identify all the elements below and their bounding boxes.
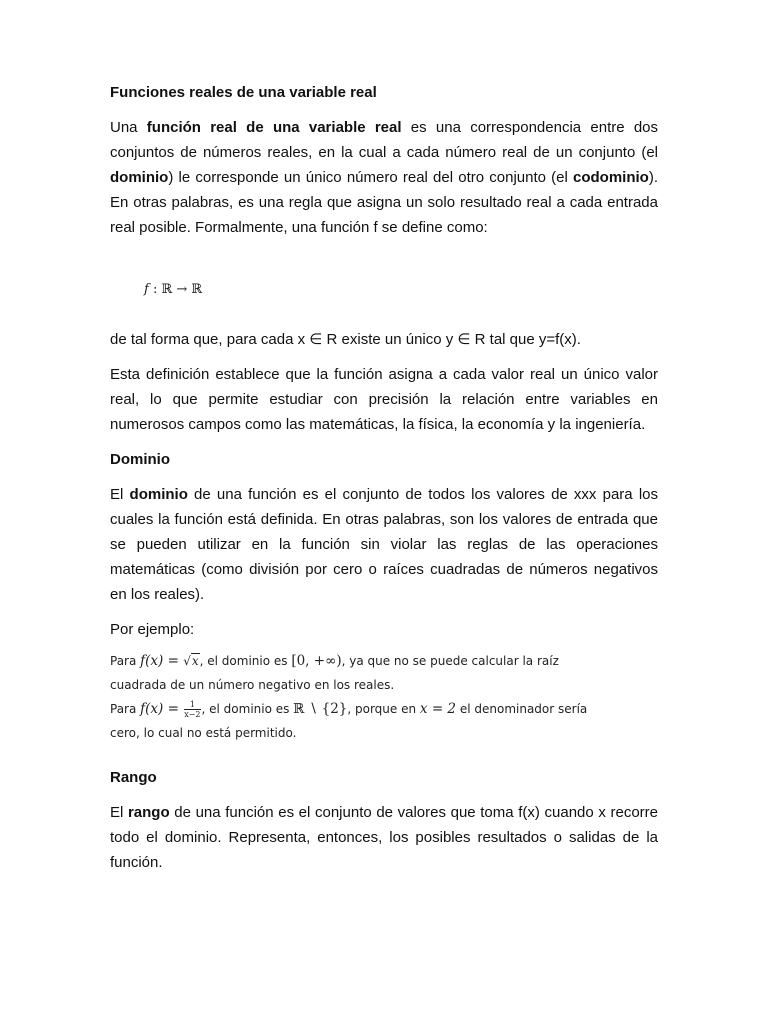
math-interval: [0, +∞) xyxy=(291,653,342,669)
math-text: x = 2 xyxy=(419,701,457,717)
math-text: f(x) = xyxy=(140,701,184,717)
sqrt-sign: √ xyxy=(183,654,191,668)
text-span: , el dominio es xyxy=(199,654,292,668)
text-span: Para xyxy=(110,654,141,668)
formula-f: f xyxy=(144,282,149,297)
formula-mapping: : ℝ → ℝ xyxy=(148,282,203,297)
bold-term-codominio: codominio xyxy=(573,169,649,186)
math-sqrt xyxy=(183,653,199,668)
uniqueness-paragraph: de tal forma que, para cada x ∈ R existe un único y ∈ R tal que y=f(x). xyxy=(110,331,581,348)
bold-term-dominio: dominio xyxy=(110,169,169,186)
text-span: Para xyxy=(110,702,141,716)
sqrt-radicand: x xyxy=(191,654,199,668)
example-1-line-1 xyxy=(110,649,658,673)
math-fx xyxy=(140,653,183,669)
text-span: El xyxy=(110,804,128,821)
bold-term-dominio: dominio xyxy=(129,486,188,503)
text-span: es una correspondencia entre dos conjuntos de números reales, en la cual a cada número real de un conjunto (el xyxy=(110,119,659,161)
math-set: ℝ ∖ {2} xyxy=(293,701,348,717)
text-span: , ya que no se puede calcular la raíz xyxy=(341,654,559,668)
definition-paragraph: Esta definición establece que la función asigna a cada valor real un único valor real, lo que permite estudiar con precisión la relación entre variables en numerosos campos como las matemáticas, la física, la economía y la ingeniería. xyxy=(110,366,658,433)
example-1-line-2: cuadrada de un número negativo en los reales. xyxy=(110,678,395,692)
math-fraction xyxy=(184,700,200,719)
section-title: Funciones reales de una variable real xyxy=(110,84,377,101)
text-span: , porque en xyxy=(347,702,420,716)
text-span: El xyxy=(110,486,130,503)
math-equation xyxy=(420,701,456,717)
text-span: de una función es el conjunto de todos los valores de xxx para los cuales la función está definida. En otras palabras, son los valores de entrada que se pueden utilizar en la función sin violar las reglas de las operaciones matemáticas (como división por cero o raíces cuadradas de números negativos en los reales). xyxy=(110,486,658,603)
example-math-image xyxy=(110,649,658,745)
text-span: , el dominio es xyxy=(201,702,294,716)
text-span: ). En otras palabras, es una regla que asigna un solo resultado real a cada entrada real posible. Formalmente, una función f se define como: xyxy=(110,169,658,236)
fraction-denominator: x−2 xyxy=(184,710,201,719)
example-label: Por ejemplo: xyxy=(110,621,195,638)
text-span: de una función es el conjunto de valores que toma f(x) cuando x recorre todo el dominio. Representa, entonces, los posibles resultados o salidas de la función. xyxy=(110,804,658,871)
rango-heading: Rango xyxy=(110,769,157,786)
math-text: f(x) = xyxy=(140,653,184,669)
dominio-paragraph xyxy=(110,482,658,607)
text-span: el denominador sería xyxy=(456,702,588,716)
bold-term-rango: rango xyxy=(127,804,170,821)
fraction-numerator: 1 xyxy=(184,700,200,710)
math-fx xyxy=(140,701,183,717)
example-2-line-1 xyxy=(110,697,658,721)
text-span: ) le corresponde un único número real del otro conjunto (el xyxy=(168,169,573,186)
example-2-line-2: cero, lo cual no está permitido. xyxy=(110,726,297,740)
function-definition-formula xyxy=(144,280,658,300)
bold-term-function: función real de una variable real xyxy=(146,119,402,136)
rango-paragraph xyxy=(110,800,658,875)
intro-paragraph xyxy=(110,115,658,240)
document-content xyxy=(110,80,658,875)
dominio-heading: Dominio xyxy=(110,451,170,468)
text-span: Una xyxy=(110,119,147,136)
